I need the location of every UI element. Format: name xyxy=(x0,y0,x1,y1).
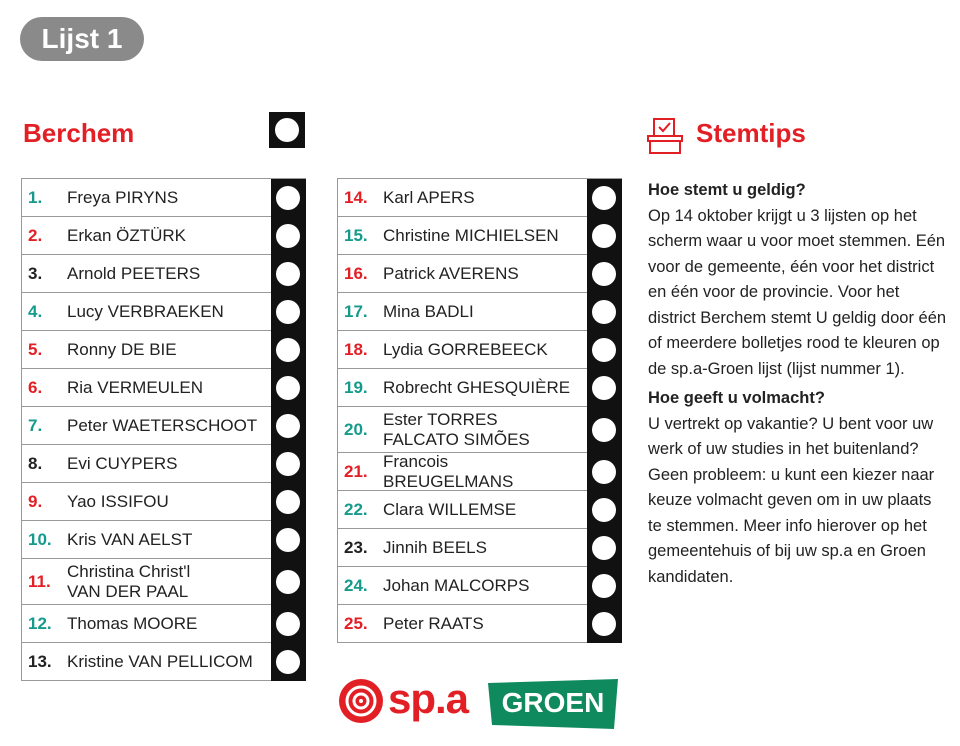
candidate-row[interactable] xyxy=(338,179,622,217)
candidate-row[interactable] xyxy=(338,567,622,605)
candidate-name: Yao ISSIFOU xyxy=(67,491,169,511)
candidate-name: Christine MICHIELSEN xyxy=(383,225,559,245)
candidate-number: 14. xyxy=(344,187,368,207)
candidate-number: 3. xyxy=(28,263,43,283)
candidate-name: Thomas MOORE xyxy=(67,613,198,633)
candidate-name: Christina Christ'l VAN DER PAAL xyxy=(67,561,191,601)
candidate-number: 16. xyxy=(344,263,368,283)
candidate-row[interactable] xyxy=(22,217,306,255)
candidate-number: 19. xyxy=(344,377,368,397)
tips-question-valid: Hoe stemt u geldig? xyxy=(648,181,806,199)
candidate-name: Lydia GORREBEECK xyxy=(383,339,548,359)
vote-box[interactable] xyxy=(271,255,306,293)
vote-box[interactable] xyxy=(271,483,306,521)
candidate-number: 13. xyxy=(28,651,52,671)
candidate-row[interactable] xyxy=(338,529,622,567)
vote-circle[interactable] xyxy=(276,452,300,476)
tips-question-proxy: Hoe geeft u volmacht? xyxy=(648,389,825,407)
vote-box[interactable] xyxy=(587,255,622,293)
candidate-row[interactable] xyxy=(22,521,306,559)
candidate-name: Kris VAN AELST xyxy=(67,529,193,549)
vote-box[interactable] xyxy=(587,217,622,255)
vote-circle[interactable] xyxy=(592,574,616,598)
candidate-number: 17. xyxy=(344,301,368,321)
vote-box[interactable] xyxy=(587,529,622,567)
tips-answer-valid: Op 14 oktober krijgt u 3 lijsten op het scherm waar u voor moet stemmen. Eén voor de gemeente, één voor het district en één voor de provincie. Voor het district Berchem stemt U geldig door één of meerdere bolletjes rood te kleuren op de sp.a-Groen lijst (lijst nummer 1). xyxy=(648,206,947,378)
vote-box[interactable] xyxy=(271,369,306,407)
vote-box[interactable] xyxy=(587,605,622,643)
candidate-row[interactable] xyxy=(338,217,622,255)
vote-circle[interactable] xyxy=(276,650,300,674)
spa-logo xyxy=(338,675,469,729)
candidate-name: Evi CUYPERS xyxy=(67,453,178,473)
vote-circle[interactable] xyxy=(592,224,616,248)
candidate-row[interactable] xyxy=(22,179,306,217)
candidate-number: 10. xyxy=(28,529,52,549)
tips-answer-proxy: U vertrekt op vakantie? U bent voor uw werk of uw studies in het buitenland? Geen probleem: u kunt een kiezer naar keuze volmacht geven om in uw plaats te stemmen. Meer info hierover op het gemeentehuis of bij uw sp.a en Groen kandidaten. xyxy=(648,414,935,586)
candidate-number: 5. xyxy=(28,339,43,359)
candidate-row[interactable] xyxy=(22,483,306,521)
candidate-number: 24. xyxy=(344,575,368,595)
list-vote-circle[interactable] xyxy=(275,118,299,142)
vote-circle[interactable] xyxy=(276,262,300,286)
candidate-list-left xyxy=(21,178,306,681)
vote-circle[interactable] xyxy=(276,490,300,514)
vote-box[interactable] xyxy=(271,331,306,369)
vote-box[interactable] xyxy=(271,521,306,559)
candidate-row[interactable] xyxy=(338,293,622,331)
candidate-number: 23. xyxy=(344,537,368,557)
candidate-row[interactable] xyxy=(338,369,622,407)
candidate-row[interactable] xyxy=(338,331,622,369)
vote-circle[interactable] xyxy=(276,612,300,636)
candidate-number: 9. xyxy=(28,491,43,511)
candidate-row[interactable] xyxy=(338,407,622,453)
candidate-row[interactable] xyxy=(22,331,306,369)
candidate-number: 15. xyxy=(344,225,368,245)
vote-circle[interactable] xyxy=(592,376,616,400)
vote-box[interactable] xyxy=(587,453,622,491)
candidate-row[interactable] xyxy=(338,453,622,491)
candidate-row[interactable] xyxy=(22,605,306,643)
candidate-number: 18. xyxy=(344,339,368,359)
vote-box[interactable] xyxy=(271,643,306,681)
candidate-name: Mina BADLI xyxy=(383,301,474,321)
candidate-list-right xyxy=(337,178,622,643)
candidate-name: Patrick AVERENS xyxy=(383,263,519,283)
groen-logo xyxy=(486,679,620,729)
candidate-row[interactable] xyxy=(338,491,622,529)
vote-circle[interactable] xyxy=(276,570,300,594)
vote-circle[interactable] xyxy=(592,338,616,362)
vote-box[interactable] xyxy=(271,559,306,605)
candidate-row[interactable] xyxy=(22,559,306,605)
candidate-number: 1. xyxy=(28,187,43,207)
candidate-row[interactable] xyxy=(22,445,306,483)
candidate-name: Clara WILLEMSE xyxy=(383,499,517,519)
vote-circle[interactable] xyxy=(592,612,616,636)
candidate-name: Lucy VERBRAEKEN xyxy=(67,301,224,321)
candidate-row[interactable] xyxy=(22,369,306,407)
vote-circle[interactable] xyxy=(276,376,300,400)
vote-box[interactable] xyxy=(587,407,622,453)
candidate-name: Kristine VAN PELLICOM xyxy=(67,651,253,671)
groen-logo-text: GROEN xyxy=(501,687,605,718)
candidate-number: 4. xyxy=(28,301,43,321)
candidate-number: 21. xyxy=(344,461,368,481)
vote-box[interactable] xyxy=(587,567,622,605)
candidate-name: Johan MALCORPS xyxy=(383,575,530,595)
vote-circle[interactable] xyxy=(276,338,300,362)
vote-box[interactable] xyxy=(271,445,306,483)
vote-circle[interactable] xyxy=(592,300,616,324)
tips-text xyxy=(648,178,948,594)
vote-box[interactable] xyxy=(271,217,306,255)
candidate-number: 7. xyxy=(28,415,43,435)
candidate-number: 8. xyxy=(28,453,43,473)
vote-box[interactable] xyxy=(271,293,306,331)
vote-box[interactable] xyxy=(271,407,306,445)
candidate-row[interactable] xyxy=(22,407,306,445)
vote-box[interactable] xyxy=(587,369,622,407)
candidate-name: Peter RAATS xyxy=(383,613,484,633)
vote-circle[interactable] xyxy=(592,186,616,210)
candidate-name: Jinnih BEELS xyxy=(383,537,487,557)
vote-circle[interactable] xyxy=(276,186,300,210)
candidate-name: Ester TORRES FALCATO SIMÕES xyxy=(383,409,530,449)
district-title: Berchem xyxy=(23,118,135,148)
vote-circle[interactable] xyxy=(276,414,300,438)
vote-box[interactable] xyxy=(587,293,622,331)
candidate-name: Ria VERMEULEN xyxy=(67,377,204,397)
candidate-row[interactable] xyxy=(22,643,306,681)
candidate-name: Peter WAETERSCHOOT xyxy=(67,415,258,435)
spa-logo-text: sp.a xyxy=(388,675,469,722)
vote-circle[interactable] xyxy=(276,300,300,324)
candidate-number: 25. xyxy=(344,613,368,633)
list-badge: Lijst 1 xyxy=(20,17,144,61)
vote-circle[interactable] xyxy=(276,528,300,552)
candidate-name: Erkan ÖZTÜRK xyxy=(67,225,187,245)
rose-icon xyxy=(338,678,384,724)
candidate-number: 6. xyxy=(28,377,43,397)
list-vote-box[interactable] xyxy=(269,112,305,148)
candidate-row[interactable] xyxy=(22,255,306,293)
ballot-box-icon xyxy=(646,117,684,155)
candidate-row[interactable] xyxy=(22,293,306,331)
candidate-row[interactable] xyxy=(338,255,622,293)
vote-box[interactable] xyxy=(271,179,306,217)
vote-circle[interactable] xyxy=(592,262,616,286)
candidate-name: Robrecht GHESQUIÈRE xyxy=(383,377,571,397)
candidate-name: Karl APERS xyxy=(383,187,475,207)
vote-circle[interactable] xyxy=(592,498,616,522)
candidate-name: Arnold PEETERS xyxy=(67,263,201,283)
tips-title: Stemtips xyxy=(696,118,806,148)
vote-box[interactable] xyxy=(271,605,306,643)
vote-circle[interactable] xyxy=(592,536,616,560)
candidate-number: 12. xyxy=(28,613,52,633)
vote-circle[interactable] xyxy=(276,224,300,248)
candidate-name: Francois BREUGELMANS xyxy=(383,451,514,491)
candidate-name: Freya PIRYNS xyxy=(67,187,179,207)
vote-box[interactable] xyxy=(587,179,622,217)
vote-circle[interactable] xyxy=(592,418,616,442)
vote-circle[interactable] xyxy=(592,460,616,484)
candidate-row[interactable] xyxy=(338,605,622,643)
vote-box[interactable] xyxy=(587,491,622,529)
candidate-number: 20. xyxy=(344,419,368,439)
candidate-number: 22. xyxy=(344,499,368,519)
candidate-number: 2. xyxy=(28,225,43,245)
candidate-number: 11. xyxy=(28,571,51,591)
vote-box[interactable] xyxy=(587,331,622,369)
candidate-name: Ronny DE BIE xyxy=(67,339,177,359)
